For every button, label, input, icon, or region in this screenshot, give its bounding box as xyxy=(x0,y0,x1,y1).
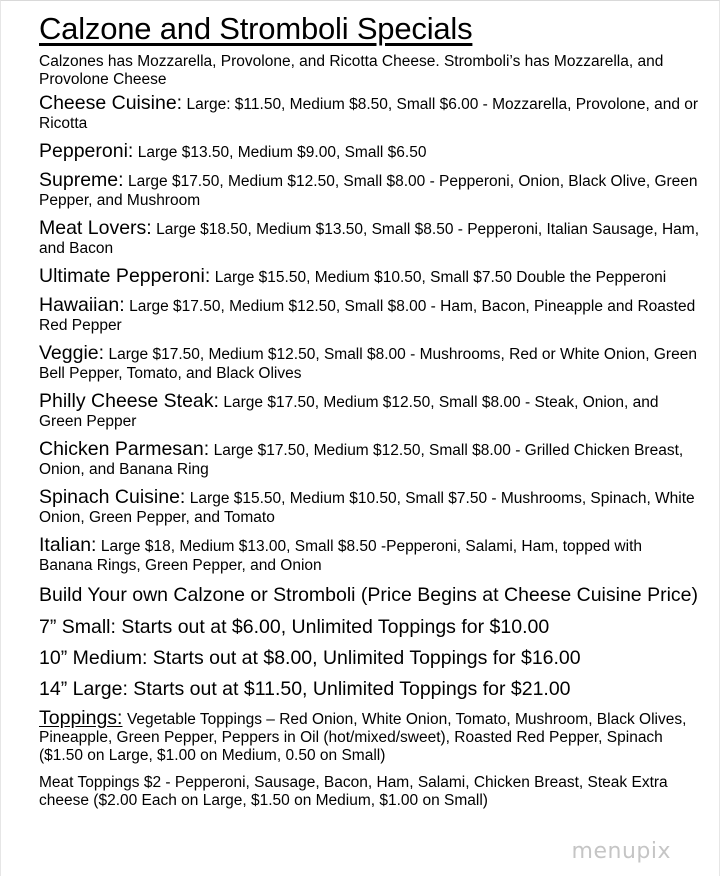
list-item xyxy=(39,94,699,133)
item-name: Chicken Parmesan: xyxy=(39,438,210,460)
size-small-price: 7” Small: Starts out at $6.00, Unlimited Toppings for $10.00 xyxy=(39,616,550,638)
item-name: Spinach Cuisine: xyxy=(39,486,186,508)
item-name: Pepperoni: xyxy=(39,140,134,162)
item-desc: Large $18, Medium $13.00, Small $8.50 -Pepperoni, Salami, Ham, topped with Banana Rings, Green Pepper, and Onion xyxy=(39,538,642,574)
item-desc: Large $17.50, Medium $12.50, Small $8.00 - Ham, Bacon, Pineapple and Roasted Red Pepper xyxy=(39,298,696,334)
item-name: Veggie: xyxy=(39,342,105,364)
list-item xyxy=(39,267,699,287)
item-name: Cheese Cuisine: xyxy=(39,92,183,114)
list-item xyxy=(39,296,699,335)
item-desc: Large $18.50, Medium $13.50, Small $8.50 - Pepperoni, Italian Sausage, Ham, and Bacon xyxy=(39,221,700,257)
item-desc: Large $15.50, Medium $10.50, Small $7.50 - Mushrooms, Spinach, White Onion, Green Pepper, and Tomato xyxy=(39,490,695,526)
size-large-price: 14” Large: Starts out at $11.50, Unlimited Toppings for $21.00 xyxy=(39,678,571,700)
item-desc: Large $15.50, Medium $10.50, Small $7.50 Double the Pepperoni xyxy=(214,269,667,286)
build-your-own-heading: Build Your own Calzone or Stromboli (Price Begins at Cheese Cuisine Price) xyxy=(39,584,698,606)
item-desc: Large $17.50, Medium $12.50, Small $8.00 - Mushrooms, Red or White Onion, Green Bell Pepper, Tomato, and Black Olives xyxy=(39,346,697,382)
item-name: Philly Cheese Steak: xyxy=(39,390,219,412)
page-title: Calzone and Stromboli Specials xyxy=(39,11,473,46)
list-item xyxy=(39,344,699,383)
watermark-logo: menupix xyxy=(571,839,671,864)
item-name: Hawaiian: xyxy=(39,294,125,316)
list-item xyxy=(39,392,699,431)
item-name: Meat Lovers: xyxy=(39,217,152,239)
list-item xyxy=(39,440,699,479)
intro-text: Calzones has Mozzarella, Provolone, and Ricotta Cheese. Stromboli’s has Mozzarella, and Provolone Cheese xyxy=(39,53,664,88)
item-name: Supreme: xyxy=(39,169,124,191)
item-desc: Large: $11.50, Medium $8.50, Small $6.00 - Mozzarella, Provolone, and or Ricotta xyxy=(39,96,699,132)
size-medium-price: 10” Medium: Starts out at $8.00, Unlimited Toppings for $16.00 xyxy=(39,647,581,669)
item-name: Ultimate Pepperoni: xyxy=(39,265,211,287)
list-item xyxy=(39,142,699,162)
vegetable-toppings xyxy=(39,709,699,765)
list-item xyxy=(39,488,699,527)
item-desc: Large $17.50, Medium $12.50, Small $8.00 - Pepperoni, Onion, Black Olive, Green Pepper, and Mushroom xyxy=(39,173,698,209)
menu-content xyxy=(39,11,699,810)
specials-list xyxy=(39,94,699,575)
item-desc: Large $17.50, Medium $12.50, Small $8.00 - Steak, Onion, and Green Pepper xyxy=(39,394,659,430)
toppings-label: Toppings: xyxy=(39,707,123,729)
list-item xyxy=(39,219,699,258)
toppings-text: Vegetable Toppings – Red Onion, White Onion, Tomato, Mushroom, Black Olives, Pineapple, Green Pepper, Peppers in Oil (hot/mixed/sweet), Roasted Red Pepper, Spinach ($1.50 on Large, $1.00 on Medium, 0.50 on Small) xyxy=(39,711,687,764)
meat-toppings: Meat Toppings $2 - Pepperoni, Sausage, Bacon, Ham, Salami, Chicken Breast, Steak Extra cheese ($2.00 Each on Large, $1.50 on Medium, $1.00 on Small) xyxy=(39,774,668,809)
item-name: Italian: xyxy=(39,534,97,556)
item-desc: Large $13.50, Medium $9.00, Small $6.50 xyxy=(137,144,427,161)
list-item xyxy=(39,171,699,210)
list-item xyxy=(39,536,699,575)
item-desc: Large $17.50, Medium $12.50, Small $8.00 - Grilled Chicken Breast, Onion, and Banana Ring xyxy=(39,442,684,478)
